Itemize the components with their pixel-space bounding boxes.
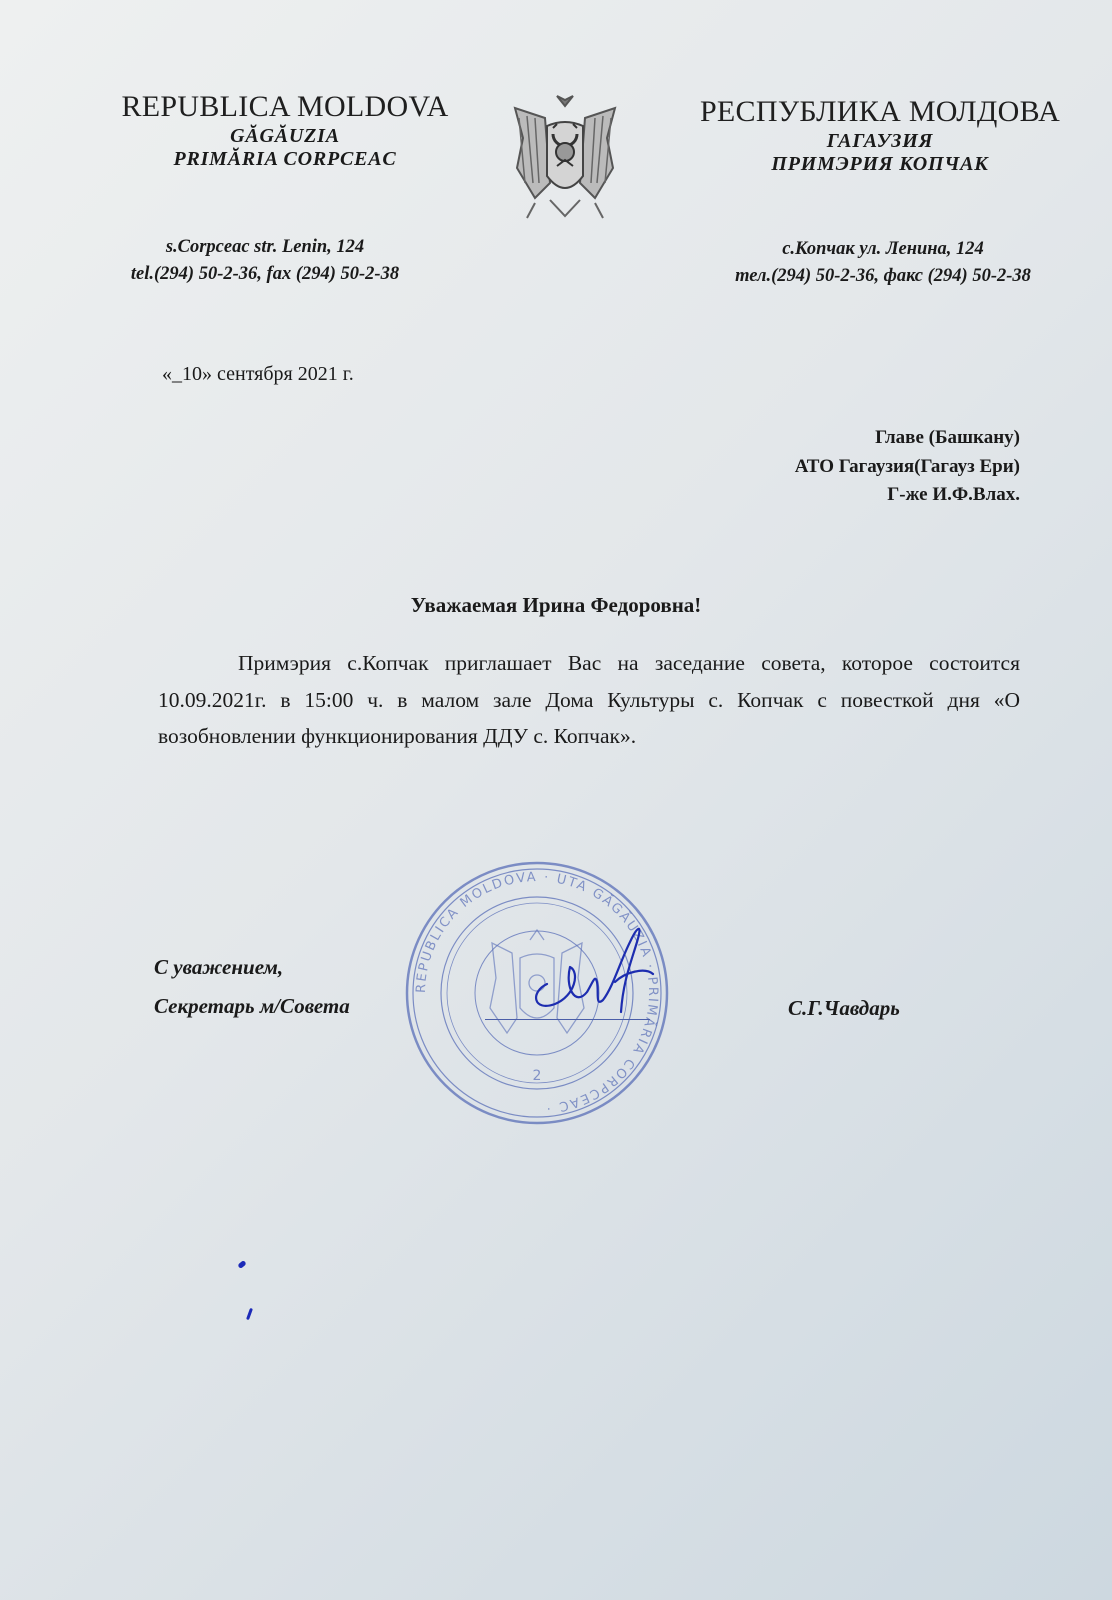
address-line-ru: с.Копчак ул. Ленина, 124 (782, 239, 984, 259)
closing-line-2: Секретарь м/Совета (154, 993, 350, 1018)
letterhead-left (100, 90, 470, 171)
ink-mark (237, 1260, 246, 1269)
handwritten-signature (525, 912, 655, 1027)
region-name-ru: ГАГАУЗИЯ (826, 129, 934, 152)
addressee-line-2: АТО Гагаузия(Гагауз Ери) (794, 455, 1020, 477)
closing-line-1: С уважением, (154, 955, 284, 979)
addressee-block (795, 424, 1020, 510)
address-block-ro (80, 234, 450, 288)
addressee-line-3: Г-же И.Ф.Влах. (887, 484, 1020, 505)
svg-text:2: 2 (532, 1068, 542, 1084)
office-name-ru: ПРИМЭРИЯ КОПЧАК (771, 152, 989, 175)
region-name-ro: GĂGĂUZIA (230, 124, 340, 147)
closing-block (154, 948, 350, 1026)
moldova-coat-of-arms-icon (505, 88, 625, 224)
addressee-line-1: Главе (Башкану) (875, 427, 1020, 448)
address-block-ru (678, 236, 1088, 290)
contacts-line-ro: tel.(294) 50-2-36, fax (294) 50-2-38 (130, 263, 400, 284)
letter-body: Примэрия с.Копчак приглашает Вас на заседание совета, которое состоится 10.09.2021г. в 15:00 ч. в малом зале Дома Культуры с. Копчак с повесткой дня «О возобновлении функционирования ДДУ с. Копчак». (158, 651, 1020, 749)
country-name-ru: РЕСПУБЛИКА МОЛДОВА (699, 95, 1061, 128)
signer-name: С.Г.Чавдарь (788, 996, 900, 1020)
office-name-ro: PRIMĂRIA CORPCEAC (173, 147, 397, 170)
contacts-line-ru: тел.(294) 50-2-36, факс (294) 50-2-38 (735, 265, 1031, 286)
svg-text:REPUBLICA MOLDOVA · UTA GĂGĂUZ: REPUBLICA MOLDOVA · UTA GĂGĂUZIA · PRIMĂRIA CORPCEAC · (413, 869, 661, 1116)
letterhead-right (690, 95, 1070, 176)
ink-mark (246, 1308, 253, 1320)
salutation: Уважаемая Ирина Федоровна! (410, 593, 702, 617)
letter-date: «_10» сентября 2021 г. (162, 363, 354, 385)
country-name-ro: REPUBLICA MOLDOVA (121, 90, 449, 123)
address-line-ro: s.Corpceac str. Lenin, 124 (165, 237, 365, 257)
